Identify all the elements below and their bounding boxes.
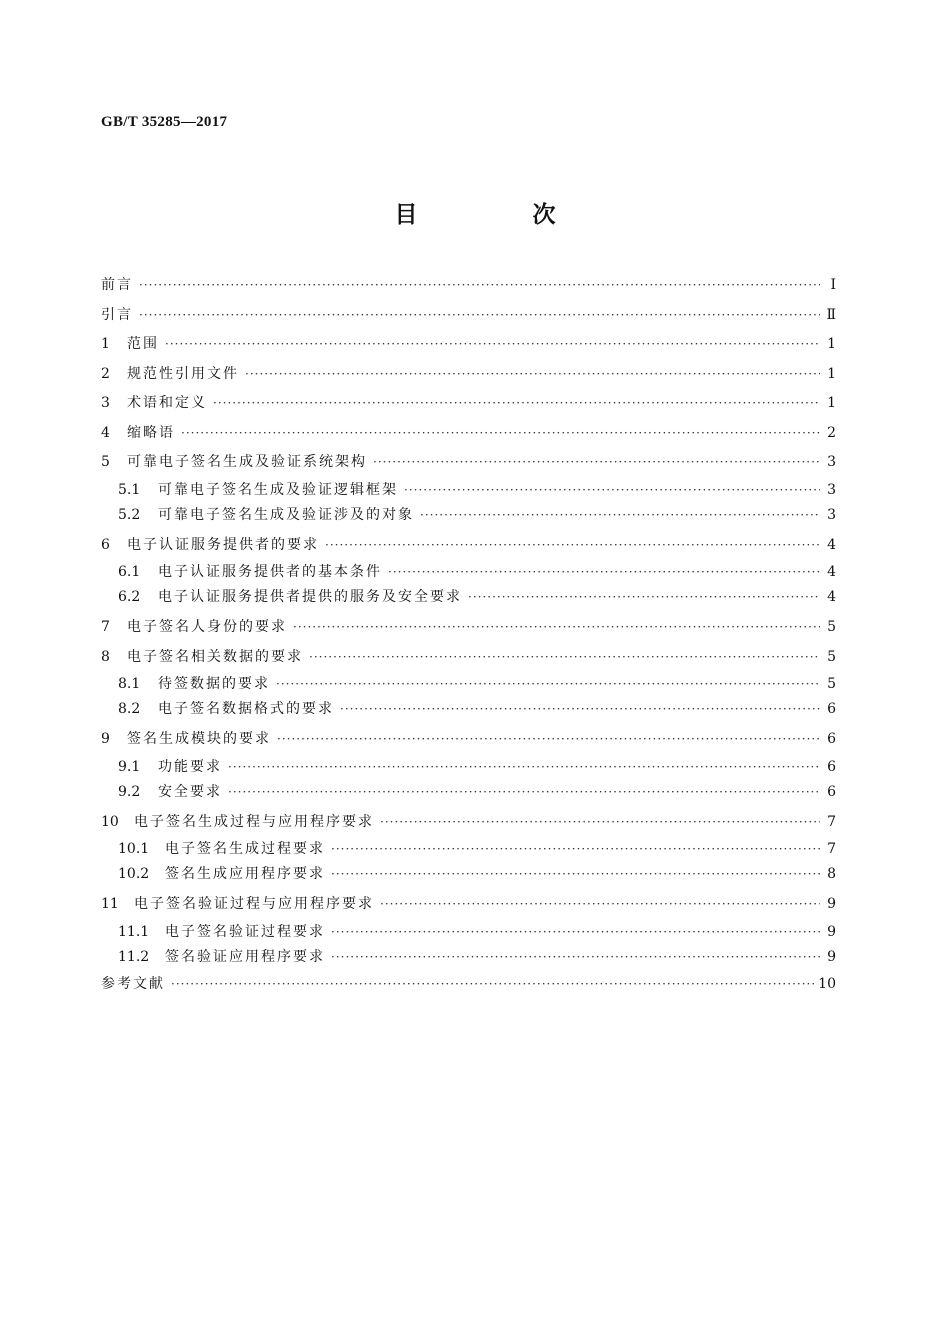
toc-entry-5[interactable] bbox=[101, 448, 836, 478]
toc-leader bbox=[165, 330, 820, 360]
toc-entry-label: 安全要求 bbox=[158, 783, 222, 800]
toc-page-number: 10 bbox=[818, 975, 836, 992]
toc-leader bbox=[420, 503, 820, 528]
toc-entry-introduction[interactable] bbox=[101, 301, 836, 331]
toc-entry-label: 电子认证服务提供者提供的服务及安全要求 bbox=[158, 589, 462, 605]
toc-entry-number: 8.2 bbox=[118, 701, 141, 717]
toc-page-number: 3 bbox=[827, 506, 836, 523]
toc-leader bbox=[331, 837, 820, 862]
toc-entry-number: 1 bbox=[101, 336, 110, 352]
toc-page-number: 3 bbox=[827, 454, 836, 470]
toc-entry-9-1[interactable] bbox=[101, 755, 836, 780]
toc-entry-label: 可靠电子签名生成及验证逻辑框架 bbox=[158, 481, 398, 498]
toc-page-number: 1 bbox=[827, 365, 836, 382]
toc-entry-label: 前言 bbox=[101, 277, 133, 293]
toc-entry-label: 可靠电子签名生成及验证系统架构 bbox=[127, 454, 367, 470]
toc-entry-bibliography[interactable] bbox=[101, 970, 836, 1000]
toc-leader bbox=[331, 920, 820, 945]
toc-leader bbox=[373, 448, 820, 478]
toc-entry-number: 2 bbox=[101, 365, 110, 382]
standard-code: GB/T 35285—2017 bbox=[101, 114, 228, 130]
toc-page-number: 9 bbox=[827, 896, 836, 912]
toc-entry-1[interactable] bbox=[101, 330, 836, 360]
toc-page-number: 8 bbox=[827, 866, 836, 882]
toc-leader bbox=[468, 585, 820, 610]
toc-leader bbox=[325, 531, 820, 561]
toc-entry-4[interactable] bbox=[101, 419, 836, 449]
toc-entry-3[interactable] bbox=[101, 389, 836, 419]
toc-page-number: 5 bbox=[827, 619, 836, 635]
toc-page-number: 7 bbox=[827, 841, 836, 857]
toc-entry-6[interactable] bbox=[101, 531, 836, 561]
toc-leader bbox=[276, 672, 820, 697]
toc-page-number: 7 bbox=[827, 813, 836, 830]
toc-page-number: 4 bbox=[827, 589, 836, 605]
toc-entry-label: 电子签名相关数据的要求 bbox=[127, 648, 303, 665]
toc-entry-9[interactable] bbox=[101, 725, 836, 755]
toc-entry-label: 电子认证服务提供者的基本条件 bbox=[158, 564, 382, 580]
toc-leader bbox=[380, 808, 820, 838]
toc-entry-2[interactable] bbox=[101, 360, 836, 390]
toc-entry-label: 签名生成应用程序要求 bbox=[165, 866, 325, 882]
toc-entry-number: 9.1 bbox=[118, 758, 141, 775]
toc-entry-number: 6.2 bbox=[118, 589, 141, 605]
toc-page-number: Ⅱ bbox=[826, 306, 836, 323]
toc-page-number: 1 bbox=[827, 336, 836, 352]
toc-entry-11[interactable] bbox=[101, 890, 836, 920]
toc-page-number: 1 bbox=[827, 395, 836, 411]
toc-entry-number: 6.1 bbox=[118, 564, 141, 580]
toc-entry-label: 引言 bbox=[101, 306, 133, 323]
toc-entry-number: 8 bbox=[101, 648, 110, 665]
toc-leader bbox=[380, 890, 820, 920]
toc-entry-label: 待签数据的要求 bbox=[158, 676, 270, 692]
toc-entry-5-2[interactable] bbox=[101, 503, 836, 528]
toc-entry-8-1[interactable] bbox=[101, 672, 836, 697]
toc-entry-8[interactable] bbox=[101, 643, 836, 673]
toc-entry-label: 电子签名验证过程与应用程序要求 bbox=[134, 896, 374, 912]
toc-entry-6-1[interactable] bbox=[101, 560, 836, 585]
toc-page-number: 4 bbox=[827, 564, 836, 580]
toc-leader bbox=[404, 478, 820, 503]
toc-page-number: 9 bbox=[827, 923, 836, 940]
toc-entry-label: 电子签名生成过程与应用程序要求 bbox=[134, 813, 374, 830]
toc-entry-number: 5.1 bbox=[118, 481, 141, 498]
toc-leader bbox=[171, 970, 814, 1000]
toc-leader bbox=[245, 360, 820, 390]
toc-page-number: 6 bbox=[827, 731, 836, 747]
toc-leader bbox=[213, 389, 820, 419]
page-title: 目 次 bbox=[394, 202, 602, 228]
toc-entry-number: 4 bbox=[101, 424, 110, 441]
toc-entry-6-2[interactable] bbox=[101, 585, 836, 610]
toc-entry-number: 9.2 bbox=[118, 783, 141, 800]
toc-page-number: 2 bbox=[827, 424, 836, 441]
toc-leader bbox=[309, 643, 820, 673]
toc-entry-10-1[interactable] bbox=[101, 837, 836, 862]
toc-entry-number: 6 bbox=[101, 536, 110, 553]
toc-leader bbox=[340, 697, 820, 722]
toc-entry-label: 缩略语 bbox=[127, 424, 175, 441]
toc-entry-number: 11 bbox=[101, 896, 119, 912]
toc-page-number: 6 bbox=[827, 758, 836, 775]
toc-entry-label: 签名生成模块的要求 bbox=[127, 731, 271, 747]
toc-leader bbox=[228, 780, 820, 805]
toc-leader bbox=[331, 862, 820, 887]
toc-page-number: 4 bbox=[827, 536, 836, 553]
toc-entry-number: 9 bbox=[101, 731, 110, 747]
toc-entry-11-1[interactable] bbox=[101, 920, 836, 945]
toc-entry-number: 11.1 bbox=[118, 923, 150, 940]
toc-entry-label: 电子认证服务提供者的要求 bbox=[127, 536, 319, 553]
toc-entry-label: 参考文献 bbox=[101, 975, 165, 992]
toc-entry-label: 范围 bbox=[127, 336, 159, 352]
toc-entry-number: 7 bbox=[101, 619, 110, 635]
toc-entry-foreword[interactable] bbox=[101, 271, 836, 301]
toc-page-number: 6 bbox=[827, 701, 836, 717]
toc-entry-10-2[interactable] bbox=[101, 862, 836, 887]
toc-page-number: 5 bbox=[827, 648, 836, 665]
toc-page-number: Ⅰ bbox=[830, 277, 836, 293]
toc-leader bbox=[139, 271, 820, 301]
toc-entry-label: 可靠电子签名生成及验证涉及的对象 bbox=[158, 506, 414, 523]
toc-entry-7[interactable] bbox=[101, 613, 836, 643]
toc-entry-label: 电子签名验证过程要求 bbox=[165, 923, 325, 940]
toc-leader bbox=[228, 755, 820, 780]
toc-entry-label: 签名验证应用程序要求 bbox=[165, 948, 325, 965]
toc-leader bbox=[293, 613, 820, 643]
toc-entry-11-2[interactable] bbox=[101, 945, 836, 970]
toc-entry-label: 电子签名数据格式的要求 bbox=[158, 701, 334, 717]
toc-page-number: 6 bbox=[827, 783, 836, 800]
toc-entry-9-2[interactable] bbox=[101, 780, 836, 805]
toc-page-number: 9 bbox=[827, 948, 836, 965]
toc-entry-number: 11.2 bbox=[118, 948, 150, 965]
toc-leader bbox=[388, 560, 820, 585]
toc-entry-number: 8.1 bbox=[118, 676, 141, 692]
toc-leader bbox=[181, 419, 820, 449]
toc-page-number: 5 bbox=[827, 676, 836, 692]
toc-entry-number: 10.2 bbox=[118, 866, 150, 882]
toc-entry-label: 电子签名人身份的要求 bbox=[127, 619, 287, 635]
toc-leader bbox=[139, 301, 820, 331]
toc-entry-5-1[interactable] bbox=[101, 478, 836, 503]
toc-leader bbox=[331, 945, 820, 970]
toc-entry-label: 规范性引用文件 bbox=[127, 365, 239, 382]
toc-entry-label: 功能要求 bbox=[158, 758, 222, 775]
toc-entry-10[interactable] bbox=[101, 808, 836, 838]
toc-entry-number: 5.2 bbox=[118, 506, 141, 523]
toc-leader bbox=[277, 725, 820, 755]
toc-entry-number: 5 bbox=[101, 454, 110, 470]
toc-entry-number: 10.1 bbox=[118, 841, 150, 857]
toc-entry-number: 3 bbox=[101, 395, 110, 411]
toc-entry-label: 术语和定义 bbox=[127, 395, 207, 411]
toc-entry-8-2[interactable] bbox=[101, 697, 836, 722]
table-of-contents bbox=[101, 271, 836, 999]
toc-page-number: 3 bbox=[827, 481, 836, 498]
toc-entry-label: 电子签名生成过程要求 bbox=[165, 841, 325, 857]
toc-entry-number: 10 bbox=[101, 813, 119, 830]
